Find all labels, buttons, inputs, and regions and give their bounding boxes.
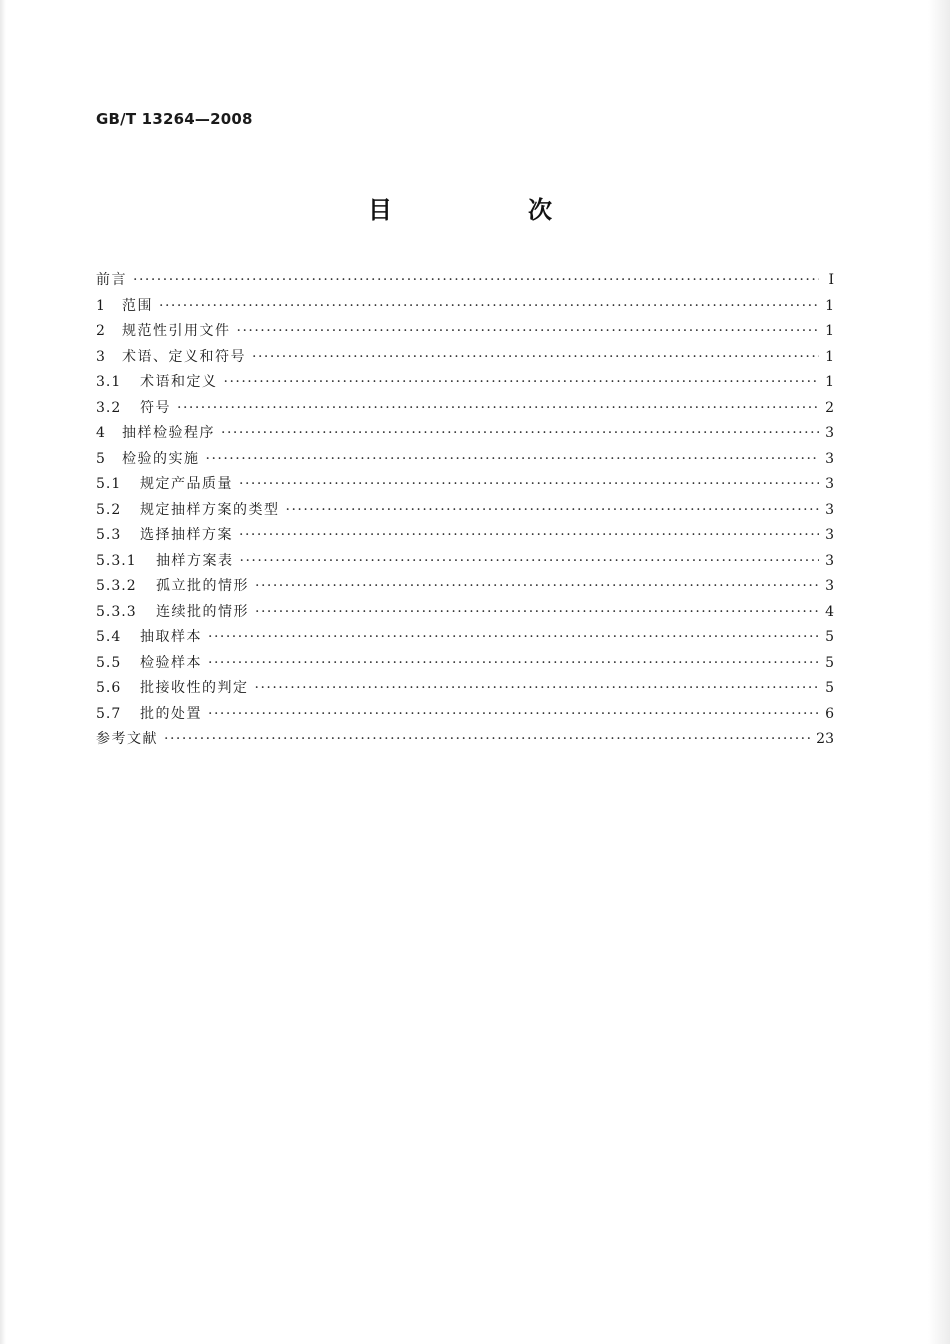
toc-entry[interactable] bbox=[96, 498, 834, 524]
toc-entry-label: 规定产品质量 bbox=[140, 476, 233, 492]
toc-entry[interactable] bbox=[96, 727, 834, 753]
toc-dot-leader bbox=[208, 625, 819, 651]
toc-dot-leader bbox=[206, 447, 820, 473]
toc-entry-page: 4 bbox=[825, 603, 834, 620]
toc-entry-label: 检验的实施 bbox=[122, 450, 200, 467]
toc-entry-label: 符号 bbox=[140, 399, 171, 416]
toc-entry-page: 23 bbox=[816, 731, 834, 747]
toc-entry-label: 参考文献 bbox=[96, 731, 158, 747]
toc-entry[interactable] bbox=[96, 549, 834, 575]
toc-dot-leader bbox=[239, 523, 819, 549]
toc-entry[interactable] bbox=[96, 396, 834, 422]
toc-entry-page: 3 bbox=[825, 552, 834, 569]
toc-dot-leader bbox=[224, 370, 820, 396]
toc-dot-leader bbox=[208, 702, 819, 728]
toc-entry[interactable] bbox=[96, 702, 834, 728]
toc-entry-number: 2 bbox=[96, 323, 106, 339]
toc-entry-page: 3 bbox=[825, 501, 834, 518]
toc-dot-leader bbox=[252, 345, 819, 371]
toc-entry-label: 批接收性的判定 bbox=[140, 680, 249, 696]
toc-entry-number: 5.1 bbox=[96, 476, 122, 492]
toc-entry[interactable] bbox=[96, 600, 834, 626]
toc-entry-number: 5.6 bbox=[96, 680, 122, 696]
toc-entry-number: 5.3 bbox=[96, 527, 122, 543]
toc-dot-leader bbox=[240, 549, 820, 575]
toc-dot-leader bbox=[237, 319, 820, 345]
toc-entry[interactable] bbox=[96, 625, 834, 651]
toc-entry-page: 6 bbox=[825, 705, 834, 722]
toc-entry-page: 1 bbox=[825, 297, 834, 314]
toc-entry-number: 4 bbox=[96, 425, 106, 441]
toc-entry-label: 规范性引用文件 bbox=[122, 323, 231, 339]
toc-entry-page: 1 bbox=[825, 348, 834, 365]
toc-dot-leader bbox=[208, 651, 819, 677]
toc-entry-label: 批的处置 bbox=[140, 705, 202, 722]
toc-entry[interactable] bbox=[96, 370, 834, 396]
toc-entry[interactable] bbox=[96, 319, 834, 345]
toc-entry-page: 2 bbox=[825, 399, 834, 416]
toc-entry-label: 范围 bbox=[122, 297, 153, 314]
toc-entry[interactable] bbox=[96, 472, 834, 498]
toc-dot-leader bbox=[239, 472, 819, 498]
toc-entry-page: 1 bbox=[825, 323, 834, 339]
toc-entry-number: 3.1 bbox=[96, 374, 122, 390]
toc-entry-label: 规定抽样方案的类型 bbox=[140, 501, 280, 518]
toc-entry[interactable] bbox=[96, 421, 834, 447]
toc-entry[interactable] bbox=[96, 447, 834, 473]
toc-dot-leader bbox=[255, 574, 819, 600]
toc-entry-page: 5 bbox=[825, 629, 834, 645]
toc-entry[interactable] bbox=[96, 294, 834, 320]
toc-entry-number: 1 bbox=[96, 297, 106, 314]
toc-dot-leader bbox=[133, 268, 819, 294]
toc-entry-label: 抽样检验程序 bbox=[122, 425, 215, 441]
toc-dot-leader bbox=[255, 600, 819, 626]
toc-title: 目 次 bbox=[368, 196, 608, 224]
toc-entry[interactable] bbox=[96, 523, 834, 549]
toc-entry-number: 5.2 bbox=[96, 501, 122, 518]
toc-entry-label: 术语、定义和符号 bbox=[122, 348, 246, 365]
toc-entry-page: 3 bbox=[825, 425, 834, 441]
toc-entry-page: 5 bbox=[825, 680, 834, 696]
toc-entry-label: 孤立批的情形 bbox=[156, 578, 249, 594]
toc-entry[interactable] bbox=[96, 676, 834, 702]
toc-entry-number: 5.3.1 bbox=[96, 552, 137, 569]
toc-entry-number: 3 bbox=[96, 348, 106, 365]
toc-entry-label: 检验样本 bbox=[140, 654, 202, 671]
toc-entry[interactable] bbox=[96, 574, 834, 600]
table-of-contents bbox=[96, 268, 834, 753]
toc-dot-leader bbox=[177, 396, 819, 422]
toc-entry-page: 3 bbox=[825, 450, 834, 467]
toc-entry-number: 5.5 bbox=[96, 654, 122, 671]
toc-dot-leader bbox=[159, 294, 819, 320]
toc-entry-label: 抽样方案表 bbox=[156, 552, 234, 569]
toc-entry-label: 连续批的情形 bbox=[156, 603, 249, 620]
toc-entry-number: 3.2 bbox=[96, 399, 122, 416]
toc-entry-label: 抽取样本 bbox=[140, 629, 202, 645]
toc-entry-page: 3 bbox=[825, 578, 834, 594]
toc-entry[interactable] bbox=[96, 651, 834, 677]
toc-entry-label: 前言 bbox=[96, 272, 127, 288]
toc-entry-page: Ⅰ bbox=[828, 272, 834, 288]
toc-dot-leader bbox=[164, 727, 813, 753]
toc-entry-label: 选择抽样方案 bbox=[140, 527, 233, 543]
toc-entry-number: 5.4 bbox=[96, 629, 122, 645]
toc-entry-number: 5 bbox=[96, 450, 106, 467]
toc-dot-leader bbox=[286, 498, 820, 524]
toc-entry-number: 5.3.2 bbox=[96, 578, 137, 594]
toc-entry[interactable] bbox=[96, 345, 834, 371]
toc-entry[interactable] bbox=[96, 268, 834, 294]
toc-entry-number: 5.3.3 bbox=[96, 603, 137, 620]
standard-code: GB/T 13264—2008 bbox=[96, 110, 253, 128]
toc-entry-label: 术语和定义 bbox=[140, 374, 218, 390]
toc-entry-number: 5.7 bbox=[96, 705, 122, 722]
toc-entry-page: 5 bbox=[825, 654, 834, 671]
toc-entry-page: 1 bbox=[825, 374, 834, 390]
toc-entry-page: 3 bbox=[825, 476, 834, 492]
toc-dot-leader bbox=[221, 421, 819, 447]
scan-edge-right bbox=[928, 0, 950, 1344]
toc-dot-leader bbox=[255, 676, 820, 702]
toc-entry-page: 3 bbox=[825, 527, 834, 543]
